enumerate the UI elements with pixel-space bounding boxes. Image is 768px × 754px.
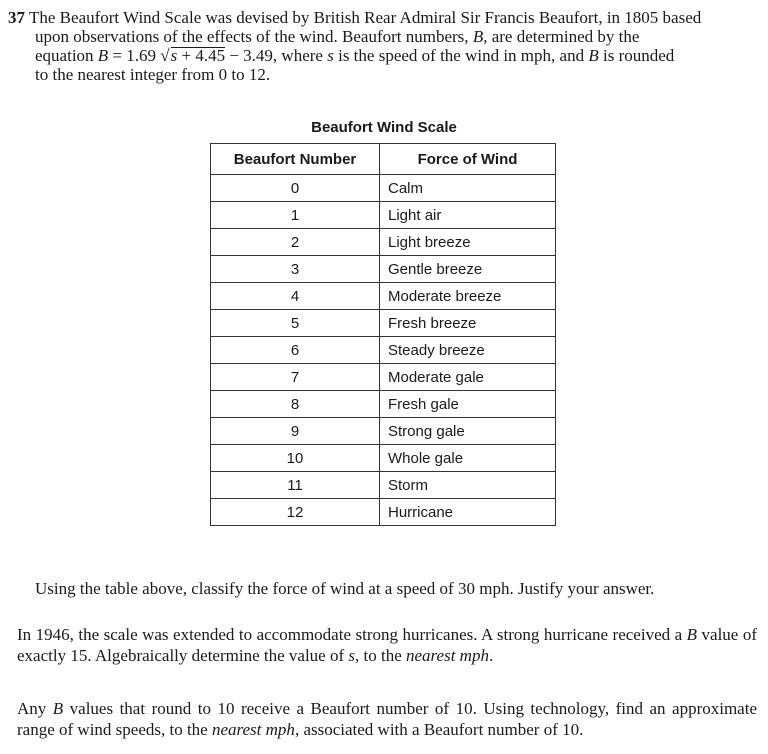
- table-row: [211, 229, 556, 256]
- table-row: [211, 175, 556, 202]
- beaufort-table: [210, 143, 556, 526]
- force-cell: Fresh gale: [380, 391, 556, 418]
- part-range-b10: Any B values that round to 10 receive a Beaufort number of 10. Using technology, find an approximate range of wind speeds, to the nearest mph, associated with a Beaufort number of 10.: [17, 699, 757, 739]
- table-row: [211, 391, 556, 418]
- force-cell: Light breeze: [380, 229, 556, 256]
- force-cell: Steady breeze: [380, 337, 556, 364]
- header-beaufort-number: Beaufort Number: [211, 144, 380, 175]
- equation-line: equation B = 1.69 √s + 4.45 − 3.49, where s is the speed of the wind in mph, and B is rounded: [35, 46, 675, 65]
- force-cell: Storm: [380, 472, 556, 499]
- table-row: [211, 337, 556, 364]
- beaufort-number-cell: 12: [211, 499, 380, 526]
- force-cell: Gentle breeze: [380, 256, 556, 283]
- table-row: [211, 418, 556, 445]
- table-row: [211, 472, 556, 499]
- beaufort-number-cell: 8: [211, 391, 380, 418]
- force-cell: Calm: [380, 175, 556, 202]
- beaufort-number-cell: 7: [211, 364, 380, 391]
- table-row: [211, 256, 556, 283]
- beaufort-number-cell: 1: [211, 202, 380, 229]
- force-cell: Fresh breeze: [380, 310, 556, 337]
- force-cell: Whole gale: [380, 445, 556, 472]
- table-row: [211, 445, 556, 472]
- beaufort-number-cell: 9: [211, 418, 380, 445]
- table-row: [211, 283, 556, 310]
- question-text: [8, 8, 758, 84]
- part-classify-30mph: Using the table above, classify the force of wind at a speed of 30 mph. Justify your answer.: [35, 579, 655, 598]
- table-row: [211, 202, 556, 229]
- force-cell: Light air: [380, 202, 556, 229]
- beaufort-number-cell: 11: [211, 472, 380, 499]
- beaufort-number-cell: 6: [211, 337, 380, 364]
- table-header-row: [211, 144, 556, 175]
- beaufort-number-cell: 3: [211, 256, 380, 283]
- table-row: [211, 310, 556, 337]
- force-cell: Hurricane: [380, 499, 556, 526]
- table-row: [211, 499, 556, 526]
- part-hurricane-b15: In 1946, the scale was extended to accommodate strong hurricanes. A strong hurricane received a B value of exactly 15. Algebraically determine the value of s, to the nearest mph.: [17, 625, 757, 665]
- beaufort-number-cell: 2: [211, 229, 380, 256]
- intro-line-4: to the nearest integer from 0 to 12.: [35, 65, 271, 84]
- beaufort-number-cell: 4: [211, 283, 380, 310]
- intro-line-2: upon observations of the effects of the wind. Beaufort numbers, B, are determined by the: [35, 27, 640, 46]
- beaufort-number-cell: 10: [211, 445, 380, 472]
- force-cell: Strong gale: [380, 418, 556, 445]
- question-number: 37: [8, 8, 25, 27]
- sqrt-radicand: s + 4.45: [170, 46, 226, 65]
- table-row: [211, 364, 556, 391]
- force-cell: Moderate breeze: [380, 283, 556, 310]
- beaufort-number-cell: 5: [211, 310, 380, 337]
- beaufort-number-cell: 0: [211, 175, 380, 202]
- force-cell: Moderate gale: [380, 364, 556, 391]
- header-force-of-wind: Force of Wind: [380, 144, 556, 175]
- intro-line-1: 37 The Beaufort Wind Scale was devised by British Rear Admiral Sir Francis Beaufort, in 1805 based: [8, 8, 702, 27]
- sqrt-icon: √: [160, 46, 170, 65]
- table-title: Beaufort Wind Scale: [311, 119, 457, 136]
